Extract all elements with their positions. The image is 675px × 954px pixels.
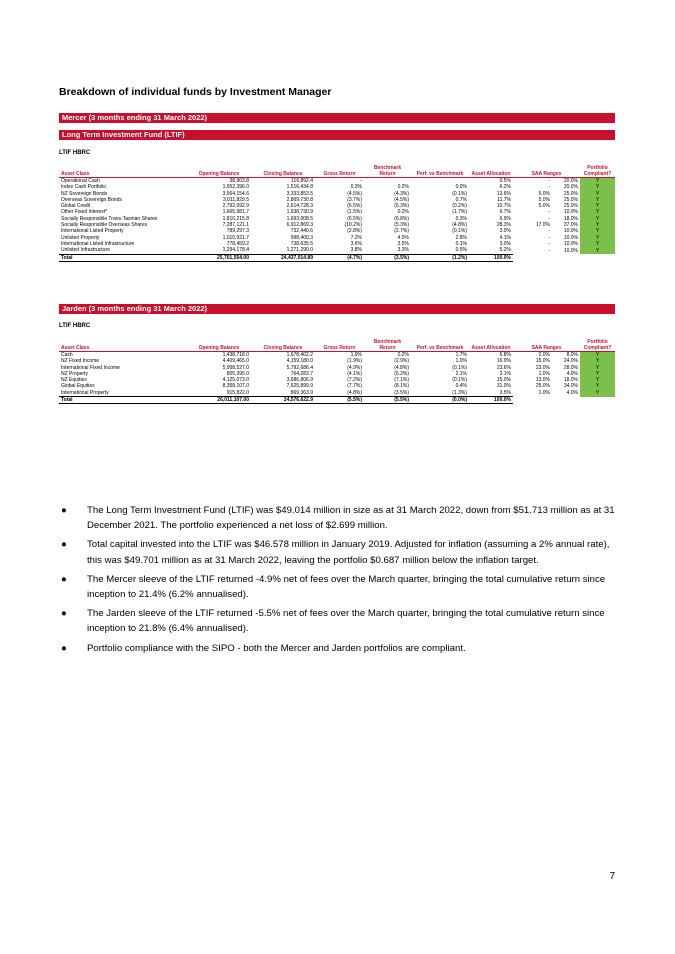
table-cell: (1.9%) (347, 358, 362, 365)
table-cell: 1,693,008.5 (286, 215, 313, 222)
table-cell: 0.3% (455, 215, 467, 222)
table-cell: 1.0% (538, 370, 550, 377)
bullet-text: Portfolio compliance with the SIPO - both the Mercer and Jarden portfolios are compliant. (87, 642, 466, 654)
column-header: SAA Ranges (513, 334, 580, 352)
table-cell: 3.5% (499, 389, 511, 396)
page-heading: Breakdown of individual funds by Investment Manager (59, 86, 332, 98)
table-cell: 37.0% (563, 222, 579, 229)
table-cell: 28.0% (563, 364, 579, 371)
table-cell: - (360, 178, 362, 184)
column-header: Benchmark Return (364, 160, 411, 178)
bullet-text: The Mercer sleeve of the LTIF returned -4.9% net of fees over the March quarter, bringing the total cumulative return since inception to 21.4% (6.2% annualised). (87, 573, 606, 601)
table-cell: (4.5%) (394, 196, 409, 203)
table-cell: 2.8% (455, 234, 467, 241)
table-cell: 2,792,092.9 (222, 203, 249, 210)
column-header: Opening Balance (187, 160, 251, 178)
table-cell: 24.0% (563, 358, 579, 365)
bullet-item (60, 606, 615, 636)
bullet-item (60, 503, 615, 533)
total-cell: 25,701,554.00 (187, 254, 251, 261)
table-cell: (1.3%) (452, 389, 467, 396)
table-cell: Index Cash Portfolio (61, 184, 107, 191)
compliance-flag: Y (580, 390, 615, 397)
table-cell: 18.0% (563, 377, 579, 384)
table-cell: - (548, 178, 550, 184)
table-cell: 4.1% (499, 234, 511, 241)
total-cell: Total (59, 397, 187, 404)
table-cell: 34.0% (563, 383, 579, 390)
table-cell: 10.0% (563, 247, 579, 254)
table-cell: 3.5% (397, 240, 409, 247)
mercer-table-subtitle: LTIF HBRC (59, 150, 91, 156)
table-cell: (6.8%) (394, 215, 409, 222)
table-cell: 6.9% (499, 215, 511, 222)
table-cell: International Listed Property (61, 228, 124, 235)
table-cell: 1,652,396.0 (222, 184, 249, 191)
bullet-text: Total capital invested into the LTIF was $46.578 million in January 2019. Adjusted for inflation (assuming a 2% annual rate), this was $49.701 million as at 31 March 2022, leaving the portfolio $0.687 million below the inflation target. (87, 539, 610, 566)
table-cell: 0.5% (455, 247, 467, 254)
table-cell: 778,459.2 (226, 240, 249, 247)
total-cell (552, 254, 580, 261)
table-cell: 10.0% (563, 240, 579, 247)
table-cell: 10.0% (563, 228, 579, 235)
table-cell: 5.0% (538, 196, 550, 203)
table-cell: 3.0% (499, 240, 511, 247)
table-cell: 1.7% (455, 352, 467, 358)
column-header: Asset Allocation (469, 334, 513, 352)
table-cell: 3,564,154.6 (222, 190, 249, 197)
summary-bullet-list (60, 503, 615, 660)
table-cell: - (548, 234, 550, 241)
table-cell: 1.9% (350, 352, 362, 358)
bullet-text: The Jarden sleeve of the LTIF returned -5.5% net of fees over the March quarter, bringing the total cumulative return since inception to 21.8% (6.4% annualised). (87, 608, 605, 635)
table-cell: 10.7% (496, 203, 511, 210)
compliance-flag: Y (580, 247, 615, 254)
table-cell: 1,816,215.8 (222, 215, 249, 222)
table-cell: 915,822.0 (226, 389, 249, 396)
table-cell: (4.1%) (347, 370, 362, 377)
table-cell: 805,395.0 (226, 370, 249, 377)
table-cell: 2,614,728.3 (286, 203, 313, 210)
compliance-flag: Y (580, 216, 615, 222)
table-cell: 1,678,402.2 (286, 352, 313, 358)
total-cell: (5.5%) (364, 397, 411, 404)
table-cell: 0.5% (499, 178, 511, 184)
table-cell: 789,297.3 (226, 228, 249, 235)
total-cell: 24,437,014.89 (251, 254, 315, 261)
bullet-dot-icon: ● (61, 505, 67, 516)
table-cell: 0.7% (455, 196, 467, 203)
page-number: 7 (609, 871, 615, 882)
compliance-flag: Y (580, 184, 615, 190)
table-cell: (0.1%) (452, 364, 467, 371)
total-row (59, 254, 615, 261)
table-cell: (0.2%) (452, 203, 467, 210)
table-header-row (59, 334, 615, 352)
table-cell: 3.1% (499, 370, 511, 377)
column-header: Closing Balance (251, 334, 315, 352)
total-cell: (5.5%) (315, 397, 364, 404)
table-cell: 4,125,073.0 (222, 377, 249, 384)
ltif-fund-bar: Long Term Investment Fund (LTIF) (59, 130, 615, 140)
table-cell: (0.1%) (452, 228, 467, 235)
table-cell: 4.0% (566, 370, 579, 377)
table-cell: Other Fixed Interest* (61, 209, 108, 216)
table-cell: 3,011,829.5 (222, 196, 249, 203)
table-cell: (1.5%) (347, 209, 362, 216)
table-cell: 20.0% (563, 184, 579, 191)
table-cell: - (548, 215, 550, 222)
table-cell (411, 178, 469, 185)
bullet-dot-icon: ● (61, 573, 67, 585)
table-cell: (5.3%) (394, 222, 409, 229)
table-cell: 1.0% (455, 358, 467, 365)
jarden-fund-table (59, 334, 615, 404)
column-header: Asset Class (59, 160, 187, 178)
table-cell: 0.2% (397, 352, 409, 358)
table-cell: 10.0% (563, 234, 579, 241)
table-cell: 1,516,434.8 (286, 184, 313, 191)
table-row (59, 247, 615, 254)
table-cell: 7,625,899.9 (286, 383, 313, 390)
table-cell: 20.0% (563, 178, 579, 184)
table-cell: - (548, 247, 550, 254)
table-cell: 764,283.7 (290, 370, 313, 377)
table-cell: (4.8%) (347, 389, 362, 396)
table-cell: 5,792,686.4 (286, 364, 313, 371)
table-cell: (6.5%) (347, 203, 362, 210)
table-cell: 25.0% (563, 203, 579, 210)
table-cell: 0.2% (397, 184, 409, 191)
table-cell: 23.6% (496, 364, 511, 371)
table-cell: International Fixed Income (61, 364, 120, 371)
table-cell: (7.2%) (347, 377, 362, 384)
compliance-flag: Y (580, 209, 615, 215)
total-cell (513, 254, 552, 261)
table-cell: 1,010,921.7 (222, 234, 249, 241)
table-cell: 732,440.6 (290, 228, 313, 235)
table-cell: (2.8%) (347, 228, 362, 235)
table-cell: Overseas Sovereign Bonds (61, 196, 122, 203)
table-cell: Operational Cash (61, 178, 100, 184)
table-cell: 5.0% (538, 190, 550, 197)
compliance-flag: Y (580, 383, 615, 389)
table-cell: 7,287,121.1 (222, 222, 249, 229)
table-cell: NZ Equities (61, 377, 87, 384)
total-cell: (1.2%) (411, 254, 469, 261)
column-header: Perf. vs Benchmark (411, 334, 469, 352)
table-cell: 998,400.3 (290, 234, 313, 241)
total-cell: (4.7%) (315, 254, 364, 261)
total-cell: 26,011,107.00 (187, 397, 251, 404)
table-cell: 0.4% (455, 383, 467, 390)
table-cell: International Property (61, 389, 109, 396)
table-cell: - (548, 184, 550, 191)
total-cell: 100.0% (469, 397, 513, 404)
column-header: Perf. vs Benchmark (411, 160, 469, 178)
table-cell: 28.3% (496, 222, 511, 229)
table-cell: 3,686,806.9 (286, 377, 313, 384)
table-cell: 15.0% (535, 358, 550, 365)
column-header: Asset Allocation (469, 160, 513, 178)
bullet-dot-icon: ● (61, 642, 67, 654)
table-cell: 13.6% (496, 190, 511, 197)
compliance-flag: Y (580, 352, 615, 359)
table-cell: 4.0% (566, 390, 579, 397)
compliance-flag: Y (580, 191, 615, 197)
table-cell: Unlisted Infrastructure (61, 247, 110, 254)
jarden-table-subtitle: LTIF HBRC (59, 323, 91, 329)
total-cell (552, 397, 580, 404)
table-cell (364, 178, 411, 185)
table-cell: Socially Responsible Trans-Tasman Shares (61, 215, 158, 222)
table-cell: Cash (61, 352, 73, 358)
table-cell: 3.0% (499, 228, 511, 235)
table-cell: Socially Responsible Overseas Shares (61, 222, 148, 229)
table-cell: Unlisted Property (61, 234, 100, 241)
column-header: Asset Class (59, 334, 187, 352)
compliance-flag: Y (580, 228, 615, 234)
compliance-flag: Y (580, 365, 615, 371)
mercer-section-bar: Mercer (3 months ending 31 March 2022) (59, 113, 615, 123)
compliance-flag: Y (580, 197, 615, 203)
table-cell: (2.7%) (394, 228, 409, 235)
table-cell: (3.5%) (394, 389, 409, 396)
table-cell: (3.7%) (347, 196, 362, 203)
column-header: Gross Return (315, 334, 364, 352)
table-cell: 3.6% (350, 240, 362, 247)
table-cell: International Listed Infrastructure (61, 240, 135, 247)
total-cell (580, 254, 615, 261)
compliance-flag: Y (580, 377, 615, 383)
table-cell: 4,159,180.0 (286, 358, 313, 365)
bullet-text: The Long Term Investment Fund (LTIF) was $49.014 million in size as at 31 March 2022, down from $51.713 million as at 31 December 2021. The portfolio experienced a net loss of $2.699 million. (87, 505, 615, 532)
table-cell: (6.3%) (394, 203, 409, 210)
column-header: Benchmark Return (364, 334, 411, 352)
table-cell: 116,892.4 (291, 178, 313, 184)
total-cell (513, 397, 552, 404)
table-cell: 3.3% (397, 247, 409, 254)
table-cell: (1.7%) (452, 209, 467, 216)
table-cell: 1,271,290.0 (286, 247, 313, 254)
compliance-flag: Y (580, 222, 615, 228)
table-cell: (8.1%) (394, 383, 409, 390)
table-cell: 6,912,869.3 (286, 222, 313, 229)
column-header: Portfolio Compliant? (580, 334, 615, 352)
table-cell: - (548, 240, 550, 247)
table-cell: (4.5%) (347, 190, 362, 197)
total-cell: (3.5%) (364, 254, 411, 261)
column-header: Gross Return (315, 160, 364, 178)
table-cell: 5.2% (499, 247, 511, 254)
compliance-flag: Y (580, 371, 615, 377)
compliance-flag: Y (580, 241, 615, 247)
table-cell: (6.5%) (347, 215, 362, 222)
table-cell: (4.9%) (347, 364, 362, 371)
column-header: Portfolio Compliant? (580, 160, 615, 178)
table-cell: Global Credit (61, 203, 91, 210)
column-header: Closing Balance (251, 160, 315, 178)
compliance-flag: Y (580, 358, 615, 364)
table-row (59, 178, 615, 185)
table-cell: NZ Fixed Income (61, 358, 100, 365)
table-cell: 2,869,730.8 (286, 196, 313, 203)
bullet-item (60, 537, 615, 567)
total-row (59, 397, 615, 404)
table-cell: (10.2%) (344, 222, 362, 229)
table-cell: 3.8% (350, 247, 362, 254)
table-cell: 0.1% (455, 240, 467, 247)
table-cell: 738,635.5 (290, 240, 313, 247)
table-cell: (4.8%) (452, 222, 467, 229)
total-cell: Total (59, 254, 187, 261)
total-cell (580, 397, 615, 404)
table-cell: 3,333,853.5 (286, 190, 313, 197)
table-cell: NZ Sovereign Bonds (61, 190, 108, 197)
table-cell: 0.2% (397, 209, 409, 216)
bullet-dot-icon: ● (61, 608, 67, 620)
table-cell: 2.1% (455, 370, 467, 377)
table-cell: (0.1%) (452, 190, 467, 197)
column-header: Opening Balance (187, 334, 251, 352)
table-row (59, 390, 615, 397)
table-cell: 1,665,981.7 (222, 209, 249, 216)
table-cell: (2.9%) (394, 358, 409, 365)
jarden-section-bar: Jarden (3 months ending 31 March 2022) (59, 304, 615, 314)
table-cell: 16.9% (496, 358, 511, 365)
table-cell: Global Equities (61, 383, 95, 390)
table-cell: 6.2% (499, 184, 511, 191)
mercer-fund-table (59, 160, 615, 262)
table-cell: NZ Property (61, 370, 88, 377)
table-cell: 1.0% (538, 390, 550, 397)
table-cell: 25.0% (563, 190, 579, 197)
table-cell: - (548, 209, 550, 216)
compliance-flag: Y (580, 178, 615, 185)
table-cell: 10.0% (563, 209, 579, 216)
bullet-item (60, 641, 615, 656)
table-cell: 17.0% (535, 222, 550, 229)
table-cell: (4.8%) (394, 364, 409, 371)
table-cell: 8,358,107.0 (222, 383, 249, 390)
table-cell: 15.0% (496, 377, 511, 384)
table-cell: 38,903.8 (229, 178, 249, 184)
table-cell: 5,958,527.0 (222, 364, 249, 371)
table-cell: 18.0% (563, 215, 579, 222)
bullet-item (60, 572, 615, 602)
table-cell: 1,438,718.0 (222, 352, 249, 358)
total-cell: 24,576,622.9 (251, 397, 315, 404)
table-cell: (0.1%) (452, 377, 467, 384)
table-cell: 31.0% (496, 383, 511, 390)
table-header-row (59, 160, 615, 178)
table-cell: 4.5% (397, 234, 409, 241)
table-cell: 1,294,178.4 (222, 247, 249, 254)
total-cell: (0.0%) (411, 397, 469, 404)
table-cell: 11.7% (497, 196, 511, 203)
table-cell: (6.2%) (394, 370, 409, 377)
table-cell: (7.1%) (394, 377, 409, 384)
table-cell: 0.0% (455, 184, 467, 191)
table-cell: 6.7% (499, 209, 511, 216)
table-cell: 2.0% (538, 352, 550, 358)
table-cell: 869,363.9 (290, 389, 313, 396)
table-cell: 6.8% (499, 352, 511, 358)
table-cell: - (548, 228, 550, 235)
table-cell: 4,409,465.0 (222, 358, 249, 365)
table-cell: 8.0% (566, 352, 579, 358)
table-cell: (7.7%) (347, 383, 362, 390)
bullet-dot-icon: ● (61, 539, 67, 551)
table-cell: 23.0% (535, 364, 550, 371)
table-cell: 7.2% (350, 234, 362, 241)
table-cell: 5.0% (538, 203, 550, 210)
table-cell: 13.0% (535, 377, 550, 384)
table-cell: 25.0% (563, 196, 579, 203)
compliance-flag: Y (580, 203, 615, 209)
total-cell: 100.0% (469, 254, 513, 261)
table-cell: 0.3% (350, 184, 362, 191)
table-cell: (4.3%) (394, 190, 409, 197)
column-header: SAA Ranges (513, 160, 580, 178)
table-cell: 1,638,730.9 (286, 209, 313, 216)
compliance-flag: Y (580, 235, 615, 241)
table-cell: 25.0% (535, 383, 550, 390)
table-row (59, 352, 615, 359)
